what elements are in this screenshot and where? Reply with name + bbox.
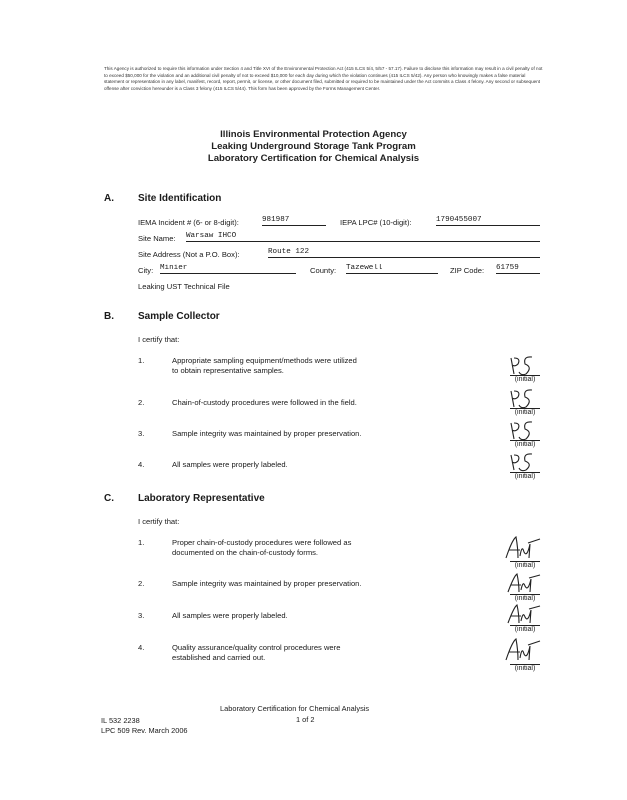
- footer-form-id: IL 532 2238: [101, 716, 140, 725]
- c-item-1-number: 1.: [138, 538, 145, 547]
- legal-notice: This Agency is authorized to require this information under Section 4 and Title XVI of the Environmental Protection Act (415 ILCS 5/4, 5/57 - 57.17). Failure to disclose this information may result in a civil penalty of not to exceed $50,000 for the violation and an additional civil penalty of not to exceed $10,000 for each day during which the violation continues (415 ILCS 5/42). Any person who knowingly makes a false material statement or representation in any label, manifest, record, report, permit, or license, or other document filed, submitted or required to be maintained under the Act commits a Class 4 felony. Any second or subsequent offense after conviction hereunder is a Class 3 felony (415 ILCS 5/44). This form has been approved by the Forms Management Center.: [104, 66, 543, 91]
- c-item-4-initial-label: (initial): [514, 665, 536, 672]
- b-item-3-line1: Sample integrity was maintained by proper preservation.: [172, 429, 362, 438]
- program-title: Leaking Underground Storage Tank Program: [211, 141, 416, 152]
- b-item-2-initial-signature: [508, 386, 538, 410]
- c-item-2-initial-signature: [506, 571, 542, 595]
- site-address-label: Site Address (Not a P.O. Box):: [138, 250, 240, 259]
- c-item-3-number: 3.: [138, 611, 145, 620]
- section-a-letter: A.: [104, 193, 114, 204]
- site-name-field[interactable]: Warsaw IHCO: [186, 232, 540, 242]
- b-item-2-initial-label: (initial): [514, 409, 536, 416]
- c-item-2-number: 2.: [138, 579, 145, 588]
- section-b-certify: I certify that:: [138, 335, 180, 344]
- county-label: County:: [310, 266, 337, 275]
- c-item-1-line2: documented on the chain-of-custody forms.: [172, 548, 319, 557]
- c-item-3-initial-signature: [506, 602, 542, 626]
- section-b-letter: B.: [104, 311, 114, 322]
- c-item-4-line1: Quality assurance/quality control procedures were: [172, 643, 341, 652]
- iema-label: IEMA Incident # (6- or 8-digit):: [138, 218, 239, 227]
- b-item-4-line1: All samples were properly labeled.: [172, 460, 288, 469]
- c-item-1-line1: Proper chain-of-custody procedures were followed as: [172, 538, 352, 547]
- b-item-1-line1: Appropriate sampling equipment/methods were utilized: [172, 356, 357, 365]
- b-item-4-initial-signature: [508, 451, 538, 473]
- b-item-3-number: 3.: [138, 429, 145, 438]
- footer-page-number: 1 of 2: [296, 715, 315, 724]
- iepa-label: IEPA LPC# (10-digit):: [340, 218, 412, 227]
- iema-field[interactable]: 981987: [262, 216, 326, 226]
- section-c-certify: I certify that:: [138, 517, 180, 526]
- b-item-4-number: 4.: [138, 460, 145, 469]
- b-item-2-number: 2.: [138, 398, 145, 407]
- technical-file-label: Leaking UST Technical File: [138, 282, 230, 291]
- zip-label: ZIP Code:: [450, 266, 485, 275]
- footer-form-revision: LPC 509 Rev. March 2006: [101, 726, 188, 735]
- site-name-label: Site Name:: [138, 234, 176, 243]
- c-item-4-number: 4.: [138, 643, 145, 652]
- b-item-3-initial-label: (initial): [514, 441, 536, 448]
- c-item-2-line1: Sample integrity was maintained by proper preservation.: [172, 579, 362, 588]
- c-item-3-initial-label: (initial): [514, 626, 536, 633]
- footer-title: Laboratory Certification for Chemical Analysis: [220, 704, 370, 713]
- b-item-2-line1: Chain-of-custody procedures were followed in the field.: [172, 398, 357, 407]
- zip-field[interactable]: 61759: [496, 264, 540, 274]
- section-a-heading: Site Identification: [138, 193, 222, 204]
- b-item-1-line2: to obtain representative samples.: [172, 366, 284, 375]
- c-item-1-initial-signature: [504, 534, 542, 562]
- agency-title: Illinois Environmental Protection Agency: [220, 129, 407, 140]
- c-item-4-line2: established and carried out.: [172, 653, 266, 662]
- section-c-letter: C.: [104, 493, 114, 504]
- b-item-4-initial-label: (initial): [514, 473, 536, 480]
- b-item-3-initial-signature: [508, 418, 538, 442]
- c-item-4-initial-signature: [504, 636, 542, 664]
- site-address-field[interactable]: Route 122: [268, 248, 540, 258]
- city-field[interactable]: Minier: [160, 264, 296, 274]
- b-item-1-initial-label: (initial): [514, 376, 536, 383]
- section-b-heading: Sample Collector: [138, 311, 220, 322]
- c-item-2-initial-label: (initial): [514, 595, 536, 602]
- b-item-1-number: 1.: [138, 356, 145, 365]
- iepa-field[interactable]: 1790455007: [436, 216, 540, 226]
- city-label: City:: [138, 266, 154, 275]
- form-title: Laboratory Certification for Chemical Analysis: [207, 153, 420, 164]
- c-item-1-initial-label: (initial): [514, 562, 536, 569]
- county-field[interactable]: Tazewell: [346, 264, 438, 274]
- section-c-heading: Laboratory Representative: [138, 493, 265, 504]
- c-item-3-line1: All samples were properly labeled.: [172, 611, 288, 620]
